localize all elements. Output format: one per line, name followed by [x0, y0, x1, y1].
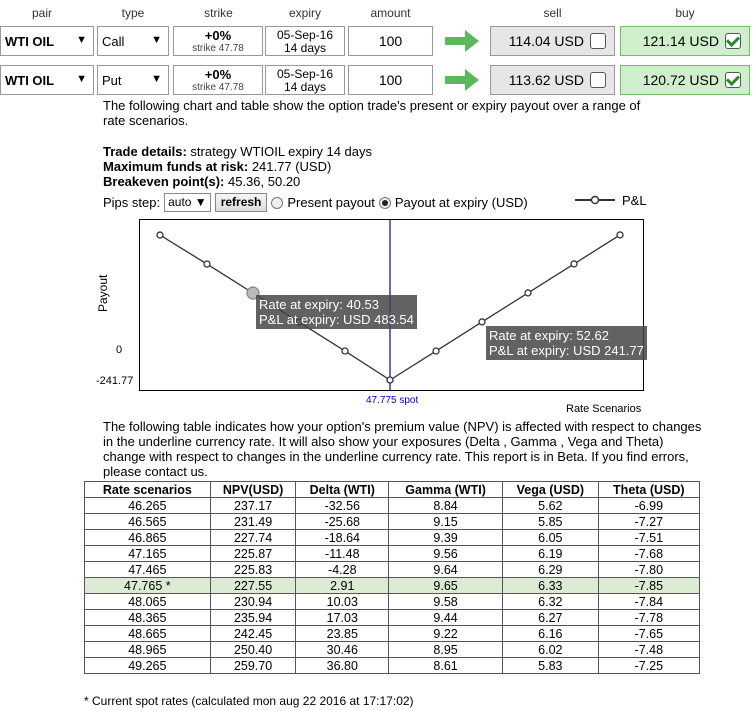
header-sell: sell	[543, 6, 562, 20]
table-cell: 6.05	[503, 530, 599, 546]
table-cell: -7.48	[598, 642, 699, 658]
header-strike: strike	[204, 6, 233, 20]
table-cell: 235.94	[210, 610, 296, 626]
table-cell: 227.74	[210, 530, 296, 546]
pnl-point	[525, 290, 531, 296]
trade-value: strategy WTIOIL expiry 14 days	[186, 144, 373, 159]
table-row	[85, 626, 700, 642]
table-cell: 47.165	[85, 546, 211, 562]
table-row	[85, 594, 700, 610]
table-cell: 8.84	[389, 498, 503, 514]
amount-input[interactable]: 100	[348, 65, 433, 95]
funds-value: 241.77 (USD)	[248, 159, 332, 174]
chart-intro-text: The following chart and table show the option trade's present or expiry payout over a range of rate scenarios.	[103, 98, 641, 128]
expiry-date: 05-Sep-16	[276, 67, 334, 81]
pips-label: Pips step:	[103, 195, 161, 210]
table-cell: 225.83	[210, 562, 296, 578]
table-cell: 47.465	[85, 562, 211, 578]
table-cell: 48.065	[85, 594, 211, 610]
sell-checkbox[interactable]	[590, 72, 606, 88]
legend-line-icon	[575, 193, 615, 207]
strike-value: strike 47.78	[192, 43, 244, 54]
type-value: Call	[102, 33, 125, 49]
footnote: * Current spot rates (calculated mon aug 22 2016 at 17:17:02)	[84, 694, 414, 708]
table-cell: 6.02	[503, 642, 599, 658]
sell-price: 114.04 USD	[508, 33, 584, 49]
header-type: type	[121, 6, 145, 20]
buy-checkbox[interactable]	[725, 33, 741, 49]
table-intro-text: The following table indicates how your option's premium value (NPV) is affected with respect to changes in the underline currency rate. It will also show your exposures (Delta , Gamma , Vega and Theta) change with respect to changes in the underline currency rate. This report is in Beta. If you find errors, please contact us.	[103, 419, 702, 479]
table-cell: 259.70	[210, 658, 296, 674]
table-cell: 9.58	[389, 594, 503, 610]
chevron-down-icon: ▼	[76, 34, 87, 46]
table-cell: -7.78	[598, 610, 699, 626]
column-header: Rate scenarios	[85, 482, 211, 498]
table-cell: -7.27	[598, 514, 699, 530]
strike-selector[interactable]	[173, 65, 263, 95]
present-payout-label: Present payout	[287, 195, 375, 210]
header-amount: amount	[370, 6, 411, 20]
expiry-days: 14 days	[283, 41, 327, 55]
pair-value: WTI OIL	[5, 33, 55, 49]
pnl-point	[617, 232, 623, 238]
table-cell: 227.55	[210, 578, 296, 594]
sell-checkbox[interactable]	[590, 33, 606, 49]
refresh-button[interactable]: refresh	[215, 193, 268, 212]
table-cell: 6.29	[503, 562, 599, 578]
table-cell: -4.28	[296, 562, 389, 578]
column-header: Gamma (WTI)	[389, 482, 503, 498]
buy-button[interactable]	[620, 65, 750, 95]
table-cell: 9.15	[389, 514, 503, 530]
expiry-days: 14 days	[283, 80, 327, 94]
sell-button[interactable]	[490, 65, 615, 95]
pair-select[interactable]	[0, 65, 94, 95]
tooltip-left-pnl: P&L at expiry: USD 483.54	[259, 312, 414, 327]
table-cell: 9.22	[389, 626, 503, 642]
trade-line	[103, 144, 603, 159]
table-header-row	[85, 482, 700, 498]
chevron-down-icon: ▼	[76, 73, 87, 85]
expiry-selector[interactable]	[265, 65, 345, 95]
table-cell: -7.80	[598, 562, 699, 578]
table-row	[85, 514, 700, 530]
table-cell: 242.45	[210, 626, 296, 642]
header-buy: buy	[675, 6, 695, 20]
table-row	[85, 658, 700, 674]
strike-value: strike 47.78	[192, 82, 244, 93]
tooltip-right-rate: Rate at expiry: 52.62	[489, 328, 609, 343]
table-cell: 9.65	[389, 578, 503, 594]
y-axis-label: Payout	[96, 274, 110, 312]
table-cell: 49.265	[85, 658, 211, 674]
buy-checkbox[interactable]	[725, 72, 741, 88]
pair-value: WTI OIL	[5, 72, 55, 88]
table-cell: -7.25	[598, 658, 699, 674]
buy-price: 121.14 USD	[642, 33, 719, 49]
table-cell: 36.80	[296, 658, 389, 674]
table-cell: -18.64	[296, 530, 389, 546]
table-cell: 30.46	[296, 642, 389, 658]
type-select[interactable]	[97, 26, 169, 56]
funds-label: Maximum funds at risk:	[103, 159, 249, 174]
table-cell: 46.265	[85, 498, 211, 514]
pnl-point	[342, 348, 348, 354]
header-pair: pair	[31, 6, 52, 20]
table-cell: 23.85	[296, 626, 389, 642]
table-cell: 8.95	[389, 642, 503, 658]
table-row	[85, 546, 700, 562]
pips-value: auto	[168, 195, 192, 209]
table-cell: 2.91	[296, 578, 389, 594]
table-cell: -7.84	[598, 594, 699, 610]
breakeven-value: 45.36, 50.20	[224, 174, 301, 189]
chevron-down-icon: ▼	[151, 73, 162, 85]
arrow-right-icon	[445, 69, 481, 91]
spot-label: 47.775 spot	[366, 395, 419, 406]
tooltip-right-pnl: P&L at expiry: USD 241.77	[489, 343, 644, 358]
table-row	[85, 610, 700, 626]
pnl-point	[157, 232, 163, 238]
y-tick-min: -241.77	[96, 375, 134, 387]
trade-label: Trade details:	[103, 144, 187, 159]
buy-button[interactable]	[620, 26, 750, 56]
column-header: Vega (USD)	[503, 482, 599, 498]
table-cell: 48.365	[85, 610, 211, 626]
pair-select[interactable]	[0, 26, 94, 56]
table-cell: 230.94	[210, 594, 296, 610]
table-cell: -7.51	[598, 530, 699, 546]
table-cell: -32.56	[296, 498, 389, 514]
table-cell: 48.965	[85, 642, 211, 658]
table-cell: 8.61	[389, 658, 503, 674]
table-cell: 237.17	[210, 498, 296, 514]
table-cell: 46.865	[85, 530, 211, 546]
column-header: Delta (WTI)	[296, 482, 389, 498]
table-row	[85, 530, 700, 546]
expiry-payout-radio[interactable]	[379, 197, 391, 209]
table-cell: 6.32	[503, 594, 599, 610]
table-cell: 9.44	[389, 610, 503, 626]
strike-selector[interactable]	[173, 26, 263, 56]
sell-button[interactable]	[490, 26, 615, 56]
table-cell: -6.99	[598, 498, 699, 514]
table-cell: 17.03	[296, 610, 389, 626]
type-select[interactable]	[97, 65, 169, 95]
table-cell: 6.33	[503, 578, 599, 594]
funds-line	[103, 159, 603, 174]
table-cell: 5.85	[503, 514, 599, 530]
table-cell: 225.87	[210, 546, 296, 562]
column-header: Theta (USD)	[598, 482, 699, 498]
table-cell: 6.16	[503, 626, 599, 642]
table-cell: -11.48	[296, 546, 389, 562]
table-cell: 231.49	[210, 514, 296, 530]
table-cell: 10.03	[296, 594, 389, 610]
present-payout-radio[interactable]	[271, 197, 283, 209]
sell-price: 113.62 USD	[508, 72, 584, 88]
table-cell: -7.85	[598, 578, 699, 594]
buy-price: 120.72 USD	[642, 72, 719, 88]
type-value: Put	[102, 72, 122, 88]
header-expiry: expiry	[288, 6, 321, 20]
table-row	[85, 562, 700, 578]
pips-select[interactable]	[164, 193, 211, 212]
table-cell: 250.40	[210, 642, 296, 658]
tooltip-left	[256, 295, 417, 329]
pnl-point	[387, 377, 393, 383]
expiry-selector[interactable]	[265, 26, 345, 56]
expiry-date: 05-Sep-16	[276, 28, 334, 42]
x-axis-label: Rate Scenarios	[566, 403, 642, 415]
chevron-down-icon: ▼	[194, 195, 207, 209]
table-cell: 6.19	[503, 546, 599, 562]
pnl-point	[571, 261, 577, 267]
table-cell: -7.65	[598, 626, 699, 642]
table-row	[85, 498, 700, 514]
pnl-point	[479, 319, 485, 325]
arrow-right-icon	[445, 30, 481, 52]
strike-percent: +0%	[204, 67, 232, 82]
table-cell: 47.765 *	[85, 578, 211, 594]
trade-details	[103, 144, 603, 189]
amount-input[interactable]: 100	[348, 26, 433, 56]
table-cell: 5.83	[503, 658, 599, 674]
greeks-table	[84, 481, 700, 674]
table-row	[85, 642, 700, 658]
tooltip-right	[486, 326, 647, 360]
tooltip-left-rate: Rate at expiry: 40.53	[259, 297, 379, 312]
table-cell: 9.56	[389, 546, 503, 562]
y-tick-zero: 0	[116, 344, 123, 356]
expiry-payout-label: Payout at expiry (USD)	[394, 195, 528, 210]
table-cell: 6.27	[503, 610, 599, 626]
table-row	[85, 578, 700, 594]
strike-percent: +0%	[204, 28, 232, 43]
breakeven-line	[103, 174, 603, 189]
table-cell: -7.68	[598, 546, 699, 562]
table-cell: 5.62	[503, 498, 599, 514]
table-cell: 46.565	[85, 514, 211, 530]
column-header: NPV(USD)	[210, 482, 296, 498]
breakeven-label: Breakeven point(s):	[103, 174, 225, 189]
chevron-down-icon: ▼	[151, 34, 162, 46]
table-cell: 48.665	[85, 626, 211, 642]
table-cell: 9.64	[389, 562, 503, 578]
table-cell: 9.39	[389, 530, 503, 546]
table-cell: -25.68	[296, 514, 389, 530]
pnl-point	[204, 261, 210, 267]
pnl-point	[433, 348, 439, 354]
legend-label: P&L	[622, 193, 647, 208]
